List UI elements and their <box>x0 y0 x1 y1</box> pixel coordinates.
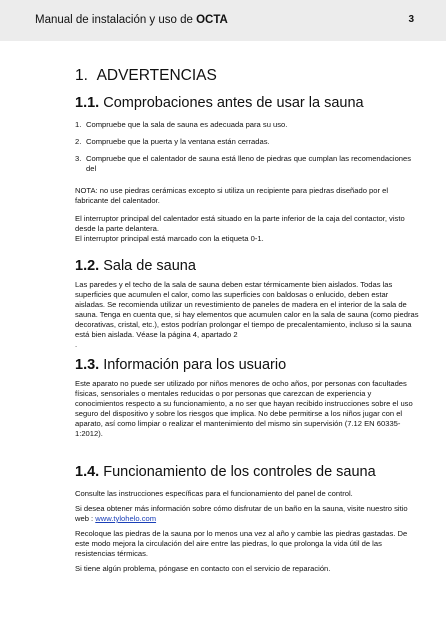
subsection-number: 1.1. <box>75 95 100 111</box>
website-link[interactable]: www.tylohelo.com <box>95 514 157 523</box>
list-item-text: Compruebe que el calentador de sauna está lleno de piedras que cumplan las recomendaciones del <box>86 154 412 173</box>
list-item <box>75 120 420 130</box>
section-heading-advertencias <box>75 66 420 85</box>
paragraph: Si tiene algún problema, póngase en contacto con el servicio de reparación. <box>75 564 331 573</box>
paragraph-text: Si desea obtener más información sobre cómo disfrutar de un baño en la sauna, visite nuestro sitio web : <box>75 504 408 523</box>
list-item-number: 1. <box>75 120 82 129</box>
document-body <box>75 66 420 574</box>
subsection-title: Comprobaciones antes de usar la sauna <box>103 95 364 111</box>
page-header <box>0 0 446 41</box>
subsection-number: 1.4. <box>75 464 100 480</box>
paragraph: Las paredes y el techo de la sala de sauna deben estar térmicamente bien aislados. Todas las superficies que acumulen el calor, como las superficies con baldosas o enlucido, deben estar aisladas. Se recomienda utilizar un revestimiento de paneles de madera en el interior de la sala de sauna. Tenga en cuenta que, si hay elementos que acumulen calor en la sala de sauna (como piedras decorativas, cristal, etc.), estos podrían prolongar el tiempo de precalentamiento, incluso si la sauna está bien aislada. Véase la página 4, apartado 2 <box>75 280 419 339</box>
paragraph: Consulte las instrucciones específicas para el funcionamiento del panel de control. <box>75 489 353 498</box>
paragraph: El interruptor principal del calentador está situado en la parte inferior de la caja del contactor, visto desde la parte delantera. <box>75 214 405 233</box>
section-number: 1. <box>75 67 88 84</box>
header-title <box>35 14 228 26</box>
section-title: ADVERTENCIAS <box>96 67 217 84</box>
list-item <box>75 137 420 147</box>
subsection-title: Sala de sauna <box>103 258 196 274</box>
checklist <box>75 120 420 174</box>
subsection-number: 1.3. <box>75 357 100 373</box>
subsection-title: Información para los usuario <box>103 357 287 373</box>
list-item-text: Compruebe que la puerta y la ventana están cerradas. <box>86 137 270 146</box>
header-title-prefix: Manual de instalación y uso de <box>35 14 197 26</box>
subsection-title: Funcionamiento de los controles de sauna <box>103 464 376 480</box>
header-product-name: OCTA <box>196 14 228 26</box>
subsection-heading-1-2 <box>75 257 420 275</box>
page-number: 3 <box>408 14 414 25</box>
subsection-heading-1-1 <box>75 94 420 112</box>
paragraph: Este aparato no puede ser utilizado por niños menores de ocho años, por personas con facultades físicas, sensoriales o mentales reducidas o por personas que carezcan de experiencia y conocimientos respecto a su funcionamiento, a no ser que hayan recibido instrucciones sobre el uso seguro del dispositivo y sobre los riesgos que implica. No debe permitirse a los niños jugar con el aparato, así como limpiar o realizar el mantenimiento del mismo sin supervisión (7.12 EN 60335-1:2012). <box>75 379 413 438</box>
stray-period: . <box>75 340 78 349</box>
list-item-number: 2. <box>75 137 82 146</box>
subsection-number: 1.2. <box>75 258 100 274</box>
note-paragraph: NOTA: no use piedras cerámicas excepto si utiliza un recipiente para piedras diseñado por el fabricante del calentador. <box>75 186 389 205</box>
list-item-number: 3. <box>75 154 82 163</box>
paragraph: El interruptor principal está marcado con la etiqueta 0-1. <box>75 234 264 243</box>
paragraph: Recoloque las piedras de la sauna por lo menos una vez al año y cambie las piedras gastadas. De este modo mejora la circulación del aire entre las piedras, lo que prolonga la vida útil de las resistencias térmicas. <box>75 529 408 558</box>
subsection-heading-1-4 <box>75 463 420 481</box>
paragraph-with-link <box>75 504 420 524</box>
list-item <box>75 154 420 174</box>
list-item-text: Compruebe que la sala de sauna es adecuada para su uso. <box>86 120 288 129</box>
subsection-heading-1-3 <box>75 356 420 374</box>
